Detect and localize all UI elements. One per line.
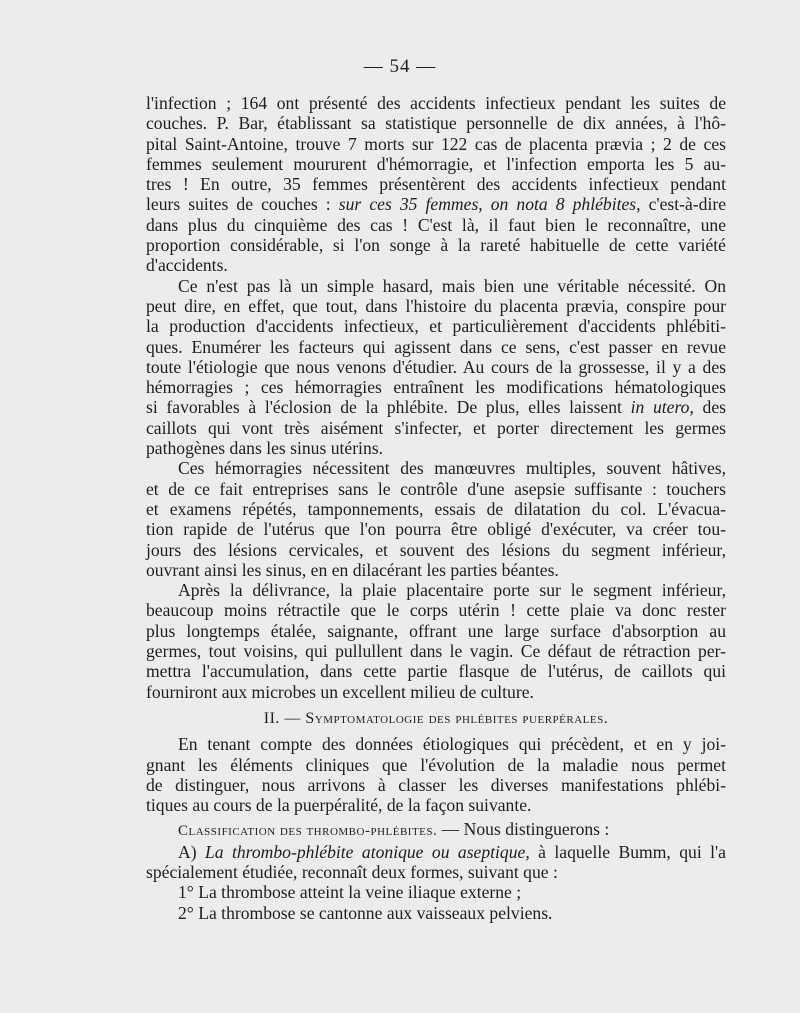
paragraph-3 xyxy=(146,458,726,580)
text-line xyxy=(146,194,726,214)
text-line: femmes seulement moururent d'hémorragie, et l'infection emporta les 5 au- xyxy=(146,153,726,174)
text-fragment: leurs suites de couches : xyxy=(146,194,331,215)
italic-fragment: sur ces 35 femmes, on nota 8 phlébites, xyxy=(338,194,641,215)
text-line: tion rapide de l'utérus que l'on pourra être obligé d'exécuter, va créer tou- xyxy=(146,519,726,540)
text-line xyxy=(146,397,726,417)
text-fragment: des xyxy=(693,397,726,418)
text-line: Ces hémorragies nécessitent des manœuvres multiples, souvent hâtives, xyxy=(178,458,726,479)
text-line: Après la délivrance, la plaie placentaire porte sur le segment inférieur, xyxy=(178,580,726,601)
text-line: tiques au cours de la puerpéralité, de la façon suivante. xyxy=(146,795,532,816)
text-line: peut dire, en effet, que tout, dans l'histoire du placenta prævia, conspire pour xyxy=(146,295,726,316)
italic-fragment: in utero, xyxy=(630,397,694,418)
text-line xyxy=(146,842,726,862)
page-number: — 54 — xyxy=(363,56,437,77)
paragraph-1 xyxy=(146,93,726,276)
text-line: gnant les éléments cliniques que l'évolution de la maladie nous permet xyxy=(146,754,726,775)
classification-text: — Nous distinguerons : xyxy=(437,819,610,840)
item-a xyxy=(146,842,726,883)
text-line: jours des lésions cervicales, et souvent des lésions du segment inférieur, xyxy=(146,539,726,560)
italic-fragment: La thrombo-phlébite atonique ou aseptique, xyxy=(204,841,530,862)
text-fragment: à laquelle Bumm, qui l'a xyxy=(529,841,726,862)
text-line: plus longtemps étalée, saignante, offrant une large surface d'absorption au xyxy=(146,620,726,641)
item-prefix: A) xyxy=(178,841,205,862)
forms-list xyxy=(146,882,726,923)
text-line: couches. P. Bar, établissant sa statistique personnelle de dix années, à l'hô- xyxy=(146,113,726,134)
list-item: 2° La thrombose se cantonne aux vaisseaux pelviens. xyxy=(178,902,553,923)
text-line: et examens répétés, tamponnements, essais de dilatation du col. L'évacua- xyxy=(146,498,726,519)
text-line: hémorragies ; ces hémorragies entraînent les modifications hématologiques xyxy=(146,377,726,398)
text-line: toute l'étiologie que nous venons d'étudier. Au cours de la grossesse, il y a des xyxy=(146,356,726,377)
text-line: mettra l'accumulation, dans cette partie flasque de l'utérus, de caillots qui xyxy=(146,661,726,682)
text-line: spécialement étudiée, reconnaît deux formes, suivant que : xyxy=(146,861,558,882)
text-line: beaucoup moins rétractile que le corps utérin ! cette plaie va donc rester xyxy=(146,600,726,621)
section-heading: II. — Symptomatologie des phlébites puerpérales. xyxy=(263,709,609,727)
text-line: fourniront aux microbes un excellent milieu de culture. xyxy=(146,681,534,702)
paragraph-2 xyxy=(146,276,726,459)
classification-label: Classification des thrombo-phlébites. xyxy=(178,823,438,840)
text-line: ques. Enumérer les facteurs qui agissent dans ce sens, c'est passer en revue xyxy=(146,336,726,357)
text-line: germes, tout voisins, qui pullullent dans le vagin. Ce défaut de rétraction per- xyxy=(146,641,726,662)
paragraph-4 xyxy=(146,580,726,702)
text-line: proportion considérable, si l'on songe à la rareté habituelle de cette variété xyxy=(146,235,726,256)
text-line: Ce n'est pas là un simple hasard, mais bien une véritable nécessité. On xyxy=(178,275,726,296)
text-fragment: c'est-à-dire xyxy=(640,194,726,215)
text-line: l'infection ; 164 ont présenté des accidents infectieux pendant les suites de xyxy=(146,93,726,113)
list-item: 1° La thrombose atteint la veine iliaque externe ; xyxy=(178,882,522,903)
body-text xyxy=(146,93,726,923)
text-line: tres ! En outre, 35 femmes présentèrent des accidents infectieux pendant xyxy=(146,174,726,195)
classification-subheading xyxy=(146,819,726,841)
text-line: caillots qui vont très aisément s'infecter, et porter directement les germes xyxy=(146,417,726,438)
text-line: ouvrant ainsi les sinus, en en dilacérant les parties béantes. xyxy=(146,559,559,580)
text-fragment: si favorables à l'éclosion de la phlébite. De plus, elles laissent xyxy=(146,397,622,418)
text-line: d'accidents. xyxy=(146,255,228,276)
text-line: dans plus du cinquième des cas ! C'est là, il faut bien le reconnaître, une xyxy=(146,214,726,235)
text-line: la production d'accidents infectieux, et particulièrement d'accidents phlébiti- xyxy=(146,316,726,337)
text-line: pathogènes dans les sinus utérins. xyxy=(146,438,383,459)
section-paragraph xyxy=(146,734,726,815)
text-line: et de ce fait entreprises sans le contrôle d'une asepsie suffisante : touchers xyxy=(146,478,726,499)
text-line: pital Saint-Antoine, trouve 7 morts sur 122 cas de placenta prævia ; 2 de ces xyxy=(146,133,726,154)
text-line: En tenant compte des données étiologiques qui précèdent, et en y joi- xyxy=(178,734,726,755)
text-line: de distinguer, nous arrivons à classer les diverses manifestations phlébi- xyxy=(146,774,726,795)
